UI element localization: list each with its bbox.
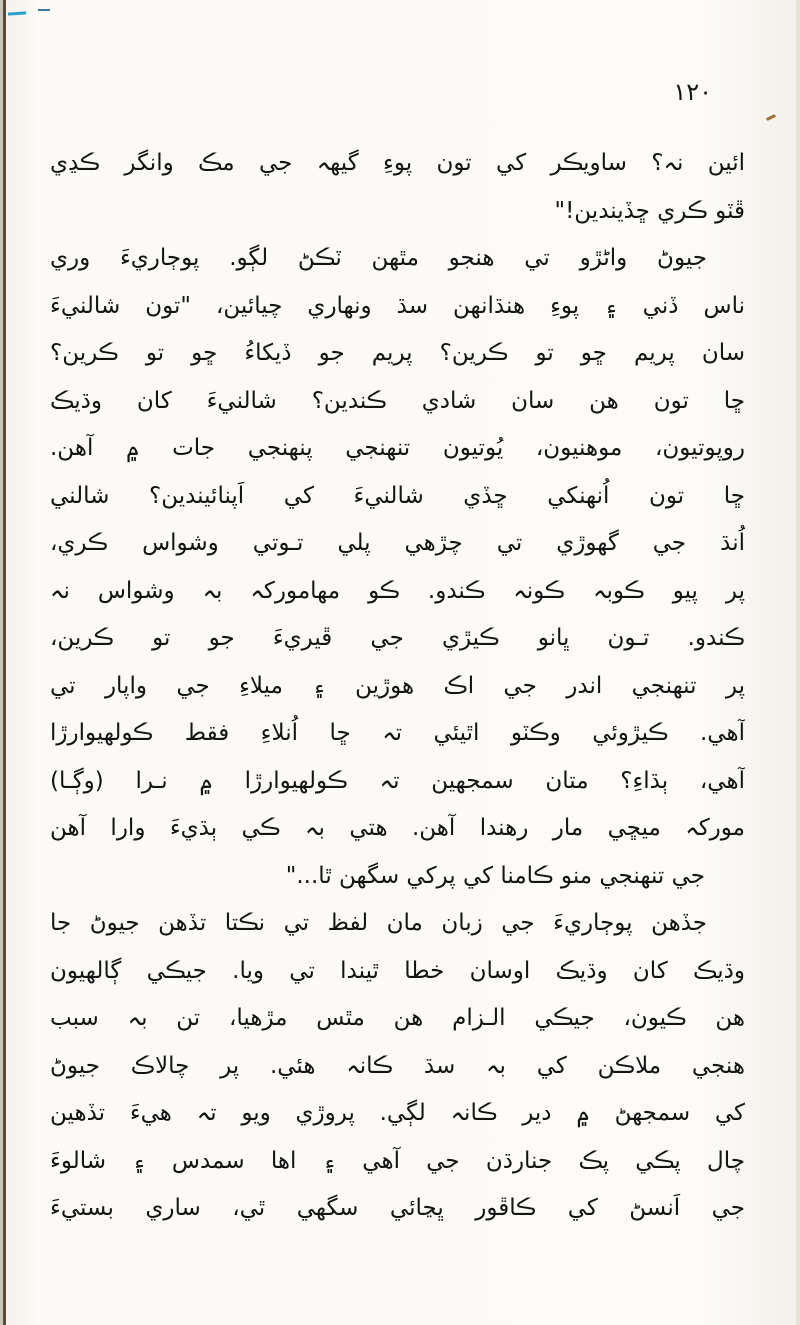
text-line: جي اَنسڻ کي ڪاڦور ڀڃائي سگهي ٿي، ساري بستيءَ	[50, 1195, 745, 1221]
text-line: آهي. ڪيڙوئي وڪٽو اٿيئي تہ ڇا اُنلاءِ فقط ڪولهيوارڙا	[50, 720, 745, 746]
body-text	[50, 140, 745, 1233]
text-line: آهي، ٻڌاءِ؟ متان سمجهين تہ ڪولهيوارڙا ۾ نـرا (وڳـا)	[50, 767, 745, 794]
text-line: ناس ڏني ۽ پوءِ هنڌانهن سڌ ونهاري چيائين، "تون شالنيءَ	[50, 292, 745, 319]
text-line: ڇا تون اُنهنکي ڇڏي شالنيءَ کي اَپنائيندين؟ شالني	[50, 482, 745, 509]
text-line: ائين نہ؟ ساويڪر کي تون پوءِ گيهہ جي مڪ وانگر ڪڍي	[50, 150, 745, 176]
text-line: اُنڌ جي گهوڙي تي چڙهي پلي تـوتي وشواس ڪري،	[50, 530, 745, 556]
text-line: مورکہ ميڇي مار رهندا آهن. هتي بہ ڪي ٻڌيءَ وارا آهن	[50, 815, 745, 841]
text-line: جڏهن پوڄاريءَ جي زبان مان لفظ تي نڪتا تڏهن جيوڻ جا	[50, 910, 707, 936]
binding-edge	[3, 0, 6, 1325]
text-line: هنجي ملاڪن کي بہ سڌ ڪانہ هئي. پر چالاڪ جيوڻ	[50, 1052, 745, 1079]
text-line: پر تنهنجي اندر جي اڪ هوڙين ۽ ميلاءِ جي واپار تي	[50, 672, 745, 699]
text-line: جيوڻ واڻڙو تي هنجو مٿهن ٽڪڻ لڳو. پوڄاريءَ وري	[50, 245, 707, 271]
page-edge	[796, 0, 800, 1325]
text-line: ڪندو. تـون ڀانو ڪيڙي جي ڦيريءَ جو تو ڪرين،	[50, 625, 745, 651]
paper-speck	[766, 114, 776, 121]
text-line: چال پڪي پڪ جنارڌن جي آهي ۽ اها سمدس ۽ شالوءَ	[50, 1147, 745, 1174]
text-line: روپوتيون، موهنيون، يُوتيون تنهنجي پنهنجي جات ۾ آهن.	[50, 435, 745, 461]
text-line: جي تنهنجي منو ڪامنا کي پرکي سگهن ٿا..."	[285, 862, 705, 889]
ink-mark	[8, 11, 26, 15]
text-line: پر پيو ڪوبہ ڪونہ ڪندو. ڪو مهامورکہ بہ وشواس نہ	[50, 577, 745, 604]
text-line: کي سمجهڻ ۾ دير ڪانہ لڳي. پروڙي ويو تہ هيءَ تڏهين	[50, 1100, 745, 1126]
text-line: سان پريم ڇو تو ڪرين؟ پريم جو ڏيکاءُ ڇو تو ڪرين؟	[50, 340, 745, 366]
text-line: ڦٽو ڪري ڇڏيندين!"	[554, 197, 745, 224]
text-line: ڇا تون هن سان شادي ڪندين؟ شالنيءَ کان وڌيڪ	[50, 387, 745, 414]
text-line: هن ڪيون، جيڪي الـزام هن مٿس مڙهيا، تن بہ سبب	[50, 1005, 745, 1031]
ink-mark	[38, 9, 50, 11]
page-number: ١٢٠	[673, 78, 712, 106]
text-line: وڌيڪ کان وڌيڪ اوسان خطا ٿيندا تي ويا. جيڪي ڳالهيون	[50, 957, 745, 984]
